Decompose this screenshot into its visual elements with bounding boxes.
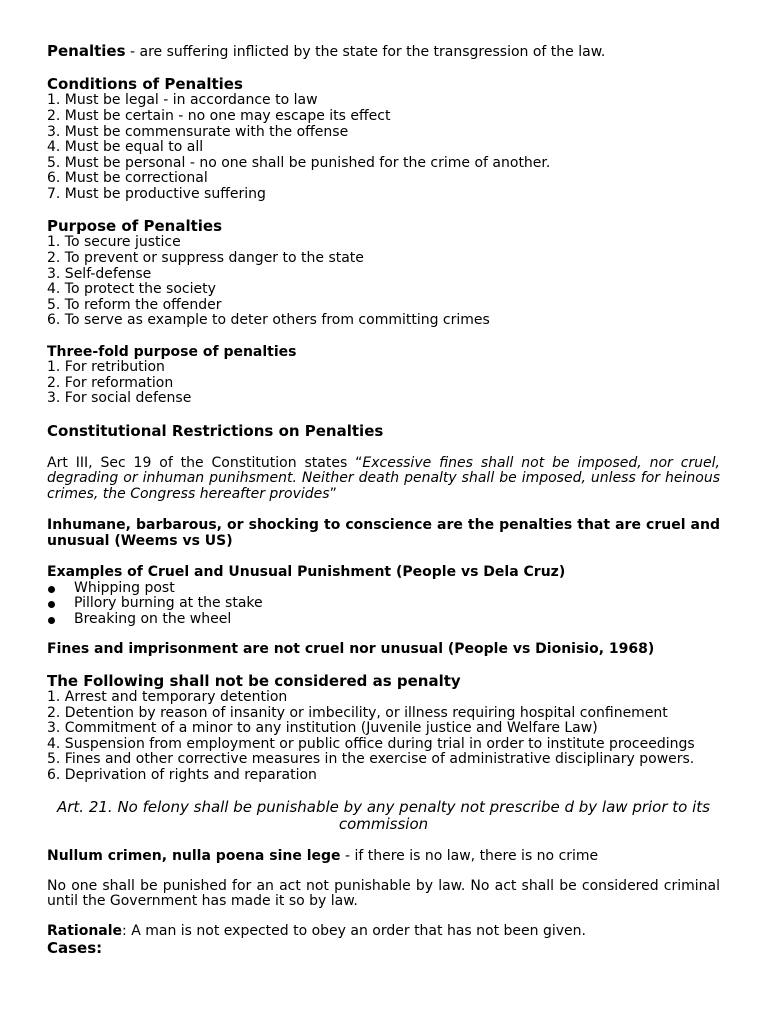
bullet-icon [48, 617, 55, 624]
not-penalty-heading: The Following shall not be considered as penalty [47, 672, 461, 690]
examples-list [47, 581, 720, 628]
list-item: 2. To prevent or suppress danger to the state [47, 249, 364, 266]
list-item: 2. Detention by reason of insanity or imbecility, or illness requiring hospital confinement [47, 704, 668, 721]
list-item: 1. Must be legal - in accordance to law [47, 92, 318, 109]
list-item: 7. Must be productive suffering [47, 185, 266, 202]
examples-heading: Examples of Cruel and Unusual Punishment (People vs Dela Cruz) [47, 564, 566, 581]
list-item: 5. To reform the offender [47, 296, 222, 313]
list-item [47, 596, 720, 612]
threefold-heading: Three-fold purpose of penalties [47, 343, 297, 360]
rationale-paragraph [47, 924, 720, 940]
dionisio-paragraph: Fines and imprisonment are not cruel nor unusual (People vs Dionisio, 1968) [47, 640, 655, 657]
list-item: 1. For retribution [47, 359, 165, 376]
list-item: 6. Deprivation of rights and reparation [47, 766, 317, 783]
list-item: 2. For reformation [47, 374, 174, 391]
list-item: 3. Must be commensurate with the offense [47, 123, 349, 140]
purpose-list [47, 235, 720, 329]
penalties-definition [47, 43, 720, 61]
list-item: 4. Must be equal to all [47, 139, 204, 156]
conditions-heading: Conditions of Penalties [47, 75, 243, 94]
list-item: 1. To secure justice [47, 234, 181, 251]
constitution-quote-lead: Art III, Sec 19 of the Constitution states “ [47, 454, 363, 471]
rationale-text: : A man is not expected to obey an order that has not been given. [122, 922, 586, 939]
conditions-list [47, 93, 720, 202]
rationale-term: Rationale [47, 922, 123, 939]
list-item: 5. Must be personal - no one shall be punished for the crime of another. [47, 154, 551, 171]
weems-paragraph: Inhumane, barbarous, or shocking to conscience are the penalties that are cruel and unusual (Weems vs US) [47, 517, 720, 549]
list-item: 2. Must be certain - no one may escape its effect [47, 107, 391, 124]
list-item: 3. For social defense [47, 390, 192, 407]
constitution-quote-close: ” [329, 485, 337, 502]
list-item [47, 581, 720, 597]
nullum-paragraph [47, 849, 720, 865]
list-item-text: Breaking on the wheel [74, 611, 232, 628]
list-item-text: Whipping post [74, 579, 175, 596]
list-item: 4. To protect the society [47, 281, 216, 298]
cases-heading: Cases: [47, 938, 103, 957]
not-penalty-list [47, 690, 720, 784]
threefold-list [47, 360, 720, 407]
nullum-term: Nullum crimen, nulla poena sine lege [47, 848, 341, 865]
penalties-term: Penalties [47, 42, 126, 60]
purpose-heading: Purpose of Penalties [47, 217, 223, 236]
list-item: 6. To serve as example to deter others from committing crimes [47, 312, 490, 329]
list-item [47, 612, 720, 628]
list-item: 5. Fines and other corrective measures in the exercise of administrative disciplinary powers. [47, 751, 695, 768]
constitutional-heading: Constitutional Restrictions on Penalties [47, 421, 384, 440]
list-item: 4. Suspension from employment or public office during trial in order to institute proceedings [47, 735, 695, 752]
list-item: 1. Arrest and temporary detention [47, 689, 288, 705]
list-item-text: Pillory burning at the stake [74, 595, 263, 612]
nullum-definition: - if there is no law, there is no crime [340, 848, 599, 865]
bullet-icon [48, 586, 55, 593]
constitution-quote-paragraph [47, 456, 720, 503]
list-item: 3. Commitment of a minor to any institution (Juvenile justice and Welfare Law) [47, 720, 598, 737]
article-21: Art. 21. No felony shall be punishable by any penalty not prescribe d by law prior to its commission [56, 798, 710, 834]
no-one-paragraph: No one shall be punished for an act not punishable by law. No act shall be considered criminal until the Government has made it so by law. [47, 877, 720, 910]
list-item: 3. Self-defense [47, 265, 152, 282]
bullet-icon [48, 601, 55, 608]
constitution-quote-text: Excessive fines shall not be imposed, nor cruel, degrading or inhuman punihsment. Neither death penalty shall be imposed, unless for heinous crimes, the Congress hereafter provides [47, 454, 720, 502]
list-item: 6. Must be correctional [47, 170, 208, 187]
penalties-definition-text: - are suffering inflicted by the state for the transgression of the law. [125, 44, 606, 60]
